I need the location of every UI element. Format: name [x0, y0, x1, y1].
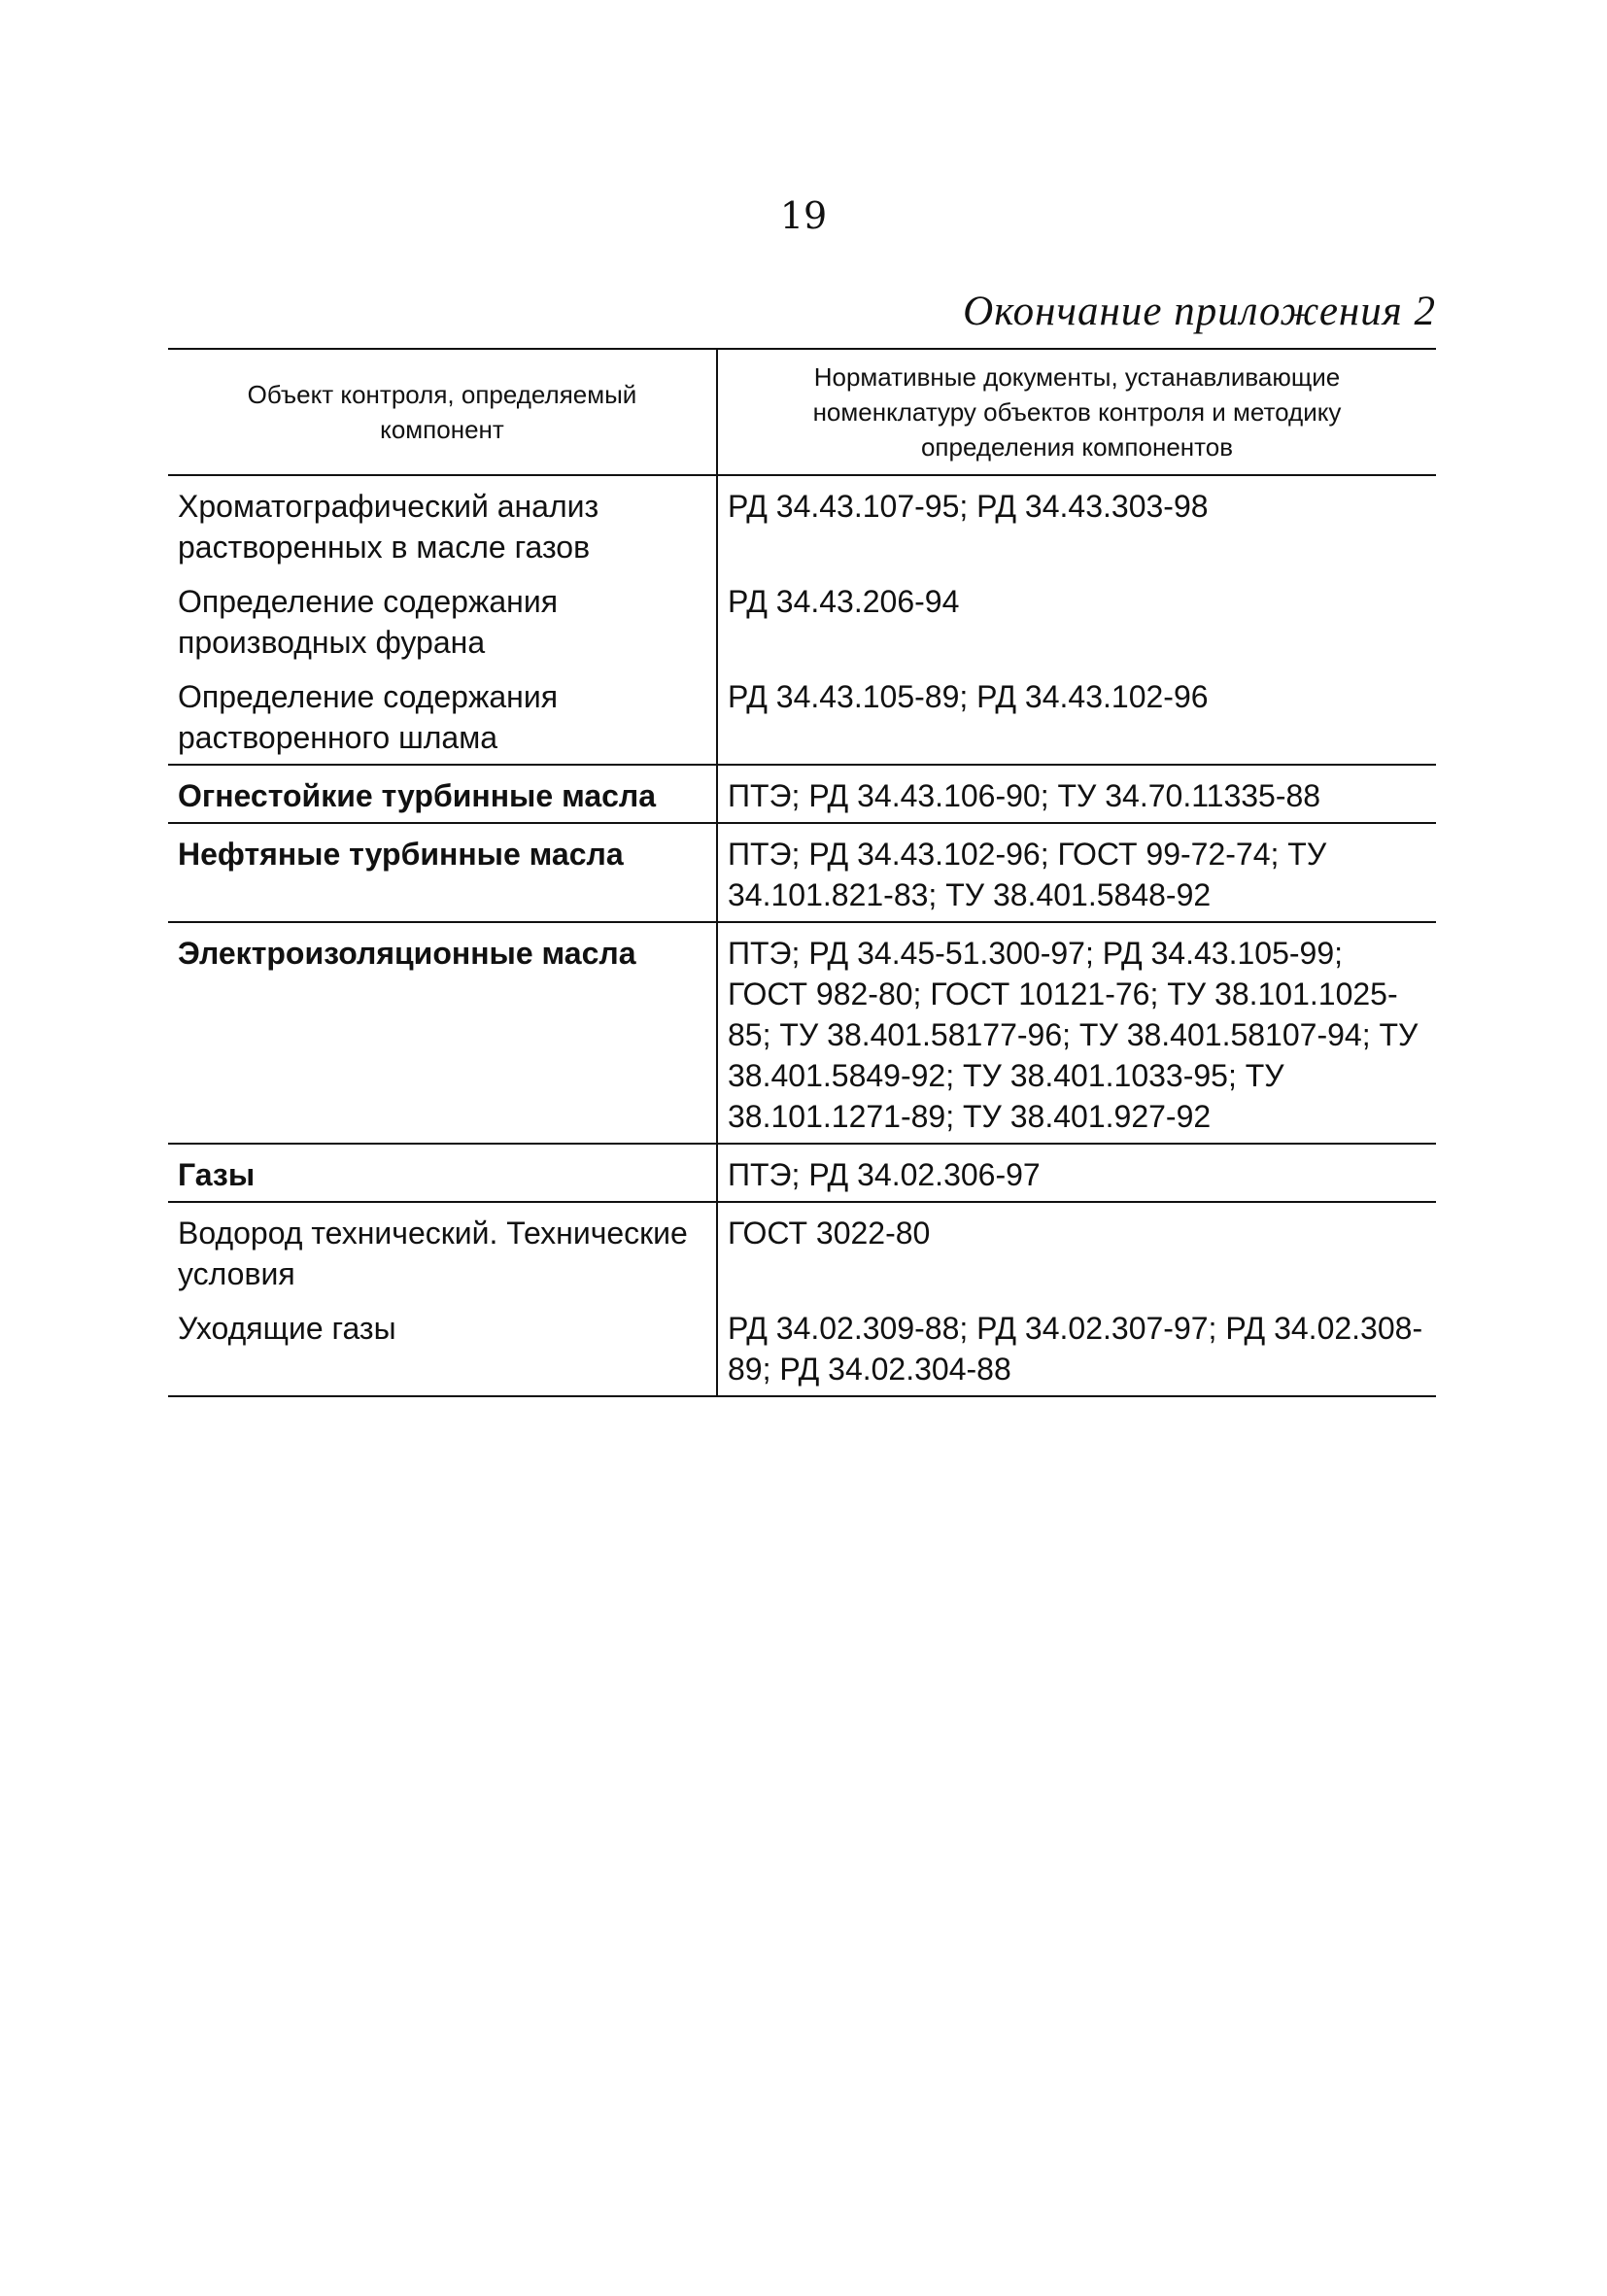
- row-object: Нефтяные турбинные масла: [168, 823, 717, 922]
- page-number: 19: [779, 194, 828, 237]
- table-row: [168, 765, 1436, 823]
- row-object: Уходящие газы: [168, 1300, 717, 1396]
- row-object: Огнестойкие турбинные масла: [168, 765, 717, 823]
- table-row: [168, 573, 1436, 668]
- table-row: [168, 1202, 1436, 1300]
- header-object: Объект контроля, определяемый компонент: [168, 349, 717, 475]
- row-object: Хроматографический анализ растворенных в масле газов: [168, 475, 717, 573]
- row-object: Газы: [168, 1144, 717, 1202]
- row-documents: ПТЭ; РД 34.43.102-96; ГОСТ 99-72-74; ТУ 34.101.821-83; ТУ 38.401.5848-92: [728, 837, 1327, 912]
- row-object: Водород технический. Технические условия: [168, 1202, 717, 1300]
- table-row: [168, 1144, 1436, 1202]
- row-documents: РД 34.02.309-88; РД 34.02.307-97; РД 34.02.308-89; РД 34.02.304-88: [728, 1311, 1423, 1387]
- row-object: Определение содержания производных фурана: [168, 573, 717, 668]
- row-documents: ПТЭ; РД 34.02.306-97: [728, 1157, 1041, 1192]
- row-object: Определение содержания растворенного шлама: [168, 668, 717, 765]
- row-object: Электроизоляционные масла: [168, 922, 717, 1144]
- header-documents: Нормативные документы, устанавливающие номенклатуру объектов контроля и методику определения компонентов: [812, 362, 1342, 462]
- table-row: [168, 475, 1436, 573]
- table-row: [168, 1300, 1436, 1396]
- standards-table: [168, 348, 1436, 1397]
- table-header-row: [168, 349, 1436, 475]
- table-row: [168, 922, 1436, 1144]
- table-row: [168, 668, 1436, 765]
- appendix-title: Окончание приложения 2: [963, 289, 1436, 334]
- row-documents: РД 34.43.206-94: [728, 584, 960, 619]
- row-documents: ПТЭ; РД 34.43.106-90; ТУ 34.70.11335-88: [728, 778, 1321, 813]
- row-documents: ГОСТ 3022-80: [728, 1216, 931, 1251]
- row-documents: ПТЭ; РД 34.45-51.300-97; РД 34.43.105-99; ГОСТ 982-80; ГОСТ 10121-76; ТУ 38.101.1025-85; ТУ 38.401.58177-96; ТУ 38.401.58107-94; ТУ 38.401.5849-92; ТУ 38.401.1033-95; ТУ 38.101.1271-89; ТУ 38.401.927-92: [728, 936, 1419, 1134]
- table-row: [168, 823, 1436, 922]
- row-documents: РД 34.43.107-95; РД 34.43.303-98: [728, 489, 1209, 524]
- row-documents: РД 34.43.105-89; РД 34.43.102-96: [728, 679, 1209, 714]
